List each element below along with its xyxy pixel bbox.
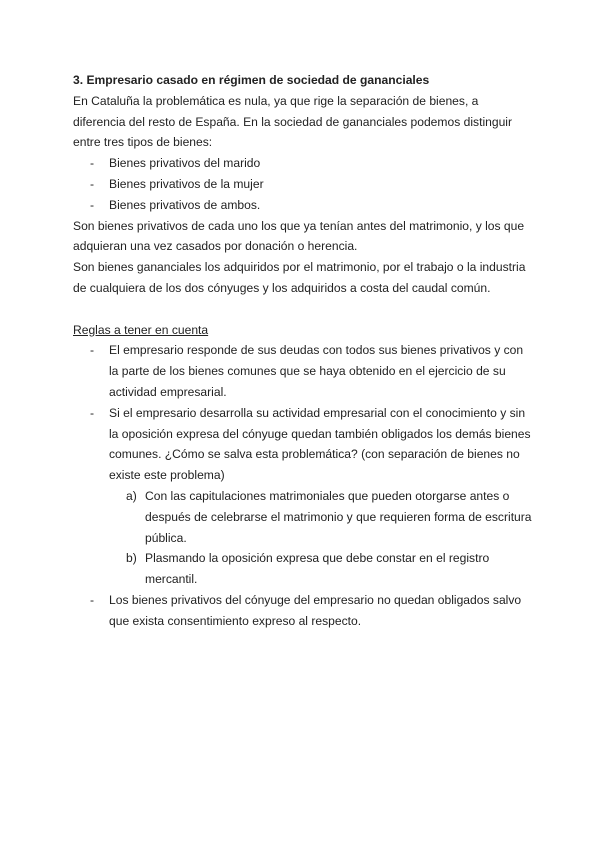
rule-item bbox=[73, 590, 533, 632]
sub-rule-text: Plasmando la oposición expresa que debe constar en el registro mercantil. bbox=[145, 551, 490, 587]
sub-rule-item bbox=[109, 486, 533, 548]
gananciales-paragraph: Son bienes gananciales los adquiridos por el matrimonio, por el trabajo o la industria de cualquiera de los dos cónyuges y los adquiridos a costa del caudal común. bbox=[73, 260, 526, 295]
sub-rule-marker: a) bbox=[126, 488, 137, 503]
rules-title: Reglas a tener en cuenta bbox=[73, 322, 209, 337]
section-heading: 3. Empresario casado en régimen de sociedad de gananciales bbox=[73, 73, 430, 87]
rule-text: Si el empresario desarrolla su actividad empresarial con el conocimiento y sin la oposición expresa del cónyuge quedan también obligados los demás bienes comunes. ¿Cómo se salva esta problemática? (con separación de bienes no existe este problema) bbox=[109, 405, 531, 483]
list-item: - Bienes privativos de ambos. bbox=[73, 195, 533, 216]
rule-text: Los bienes privativos del cónyuge del empresario no quedan obligados salvo que exista consentimiento expreso al respecto. bbox=[109, 592, 522, 628]
rule-item bbox=[73, 403, 533, 590]
list-item: - Bienes privativos del marido bbox=[73, 153, 533, 174]
sub-rule-item bbox=[109, 548, 533, 590]
sub-rules-list bbox=[109, 486, 533, 590]
intro-paragraph: En Cataluña la problemática es nula, ya que rige la separación de bienes, a diferencia del resto de España. En la sociedad de gananciales podemos distinguir entre tres tipos de bienes: bbox=[73, 93, 513, 150]
sub-rule-marker: b) bbox=[126, 551, 137, 566]
blank-line bbox=[73, 299, 533, 320]
document-page bbox=[73, 70, 533, 632]
rules-list bbox=[73, 340, 533, 631]
privativos-paragraph: Son bienes privativos de cada uno los que ya tenían antes del matrimonio, y los que adquieran una vez casados por donación o herencia. bbox=[73, 218, 525, 254]
bien-types-list bbox=[73, 153, 533, 215]
rule-item bbox=[73, 340, 533, 402]
sub-rule-text: Con las capitulaciones matrimoniales que pueden otorgarse antes o después de celebrarse el matrimonio y que requieren forma de escritura pública. bbox=[145, 488, 532, 545]
list-item: - Bienes privativos de la mujer bbox=[73, 174, 533, 195]
rule-text: El empresario responde de sus deudas con todos sus bienes privativos y con la parte de los bienes comunes que se haya obtenido en el ejercicio de su actividad empresarial. bbox=[109, 343, 524, 399]
